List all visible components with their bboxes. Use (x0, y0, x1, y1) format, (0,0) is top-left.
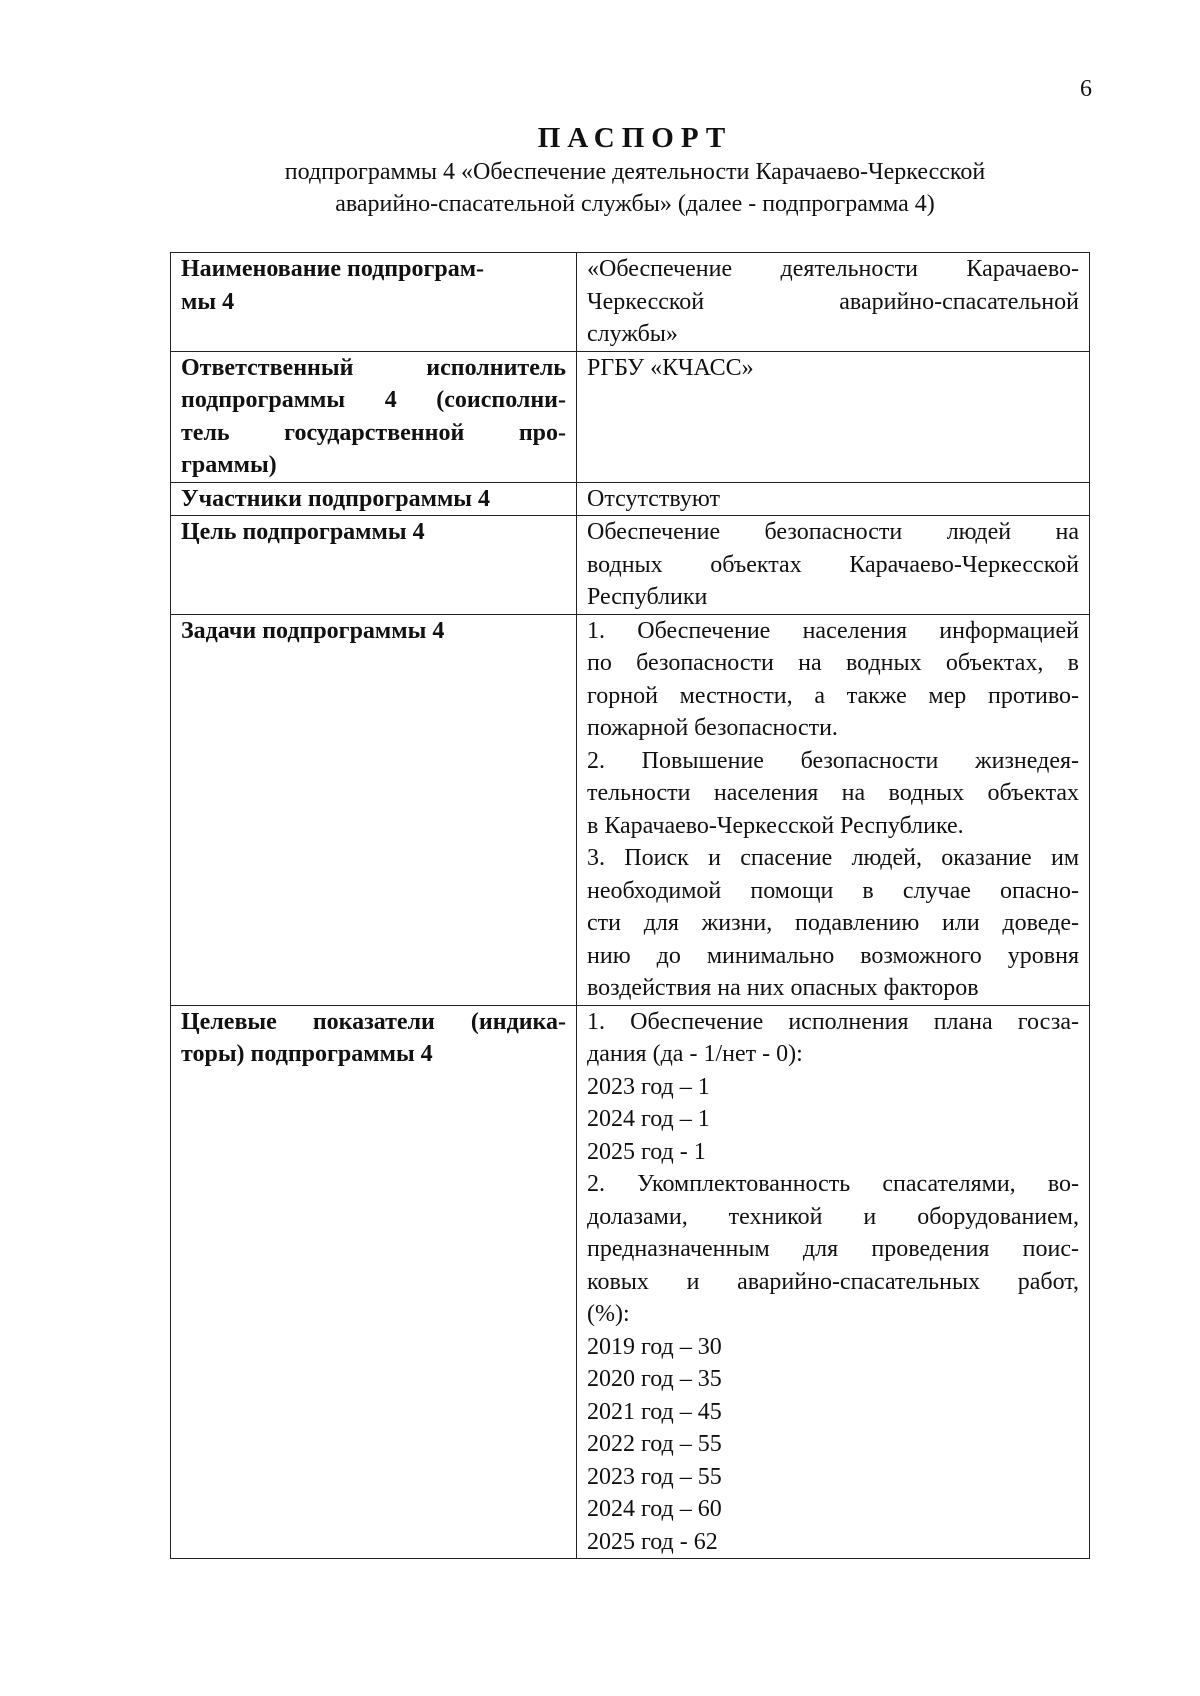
value-line: 3. Поиск и спасение людей, оказание им (587, 845, 1079, 871)
value-line: необходимой помощи в случае опасно- (587, 877, 1079, 904)
row-value-cell (577, 1005, 1090, 1559)
value-line: 1. Обеспечение населения информацией (587, 617, 1079, 644)
value-line: нию до минимально возможного уровня (587, 942, 1079, 969)
value-line: Обеспечение безопасности людей на (587, 519, 1079, 545)
value-line: водных объектах Карачаево-Черкесской (587, 551, 1079, 578)
value-line: 2022 год – 55 (587, 1431, 722, 1457)
value-line: 2019 год – 30 (587, 1333, 722, 1360)
value-line: 2. Укомплектованность спасателями, во- (587, 1171, 1079, 1197)
page-number: 6 (1080, 76, 1092, 102)
subtitle-line: аварийно-спасательной службы» (далее - подпрограмма 4) (335, 191, 935, 217)
table-row (171, 482, 1090, 516)
row-value-cell (577, 614, 1090, 1005)
row-label-cell (171, 482, 577, 516)
row-value-cell (577, 482, 1090, 516)
value-line: воздействия на них опасных факторов (587, 975, 979, 1001)
value-line: Черкесской аварийно-спасательной (587, 288, 1079, 315)
value-line: сти для жизни, подавлению или доведе- (587, 910, 1079, 936)
subtitle-line: подпрограммы 4 «Обеспечение деятельности Карачаево-Черкесской (284, 159, 986, 185)
value-line: по безопасности на водных объектах, в (587, 650, 1079, 676)
row-label-cell (171, 516, 577, 615)
value-line: 2. Повышение безопасности жизнедея- (587, 747, 1079, 774)
value-line: предназначенным для проведения поис- (587, 1236, 1079, 1262)
page-title: ПАСПОРТ (537, 122, 733, 154)
row-label-cell (171, 351, 577, 482)
value-line: 2024 год – 60 (587, 1496, 722, 1522)
passport-table (170, 252, 1090, 1559)
value-line: горной местности, а также мер противо- (587, 682, 1079, 709)
table-row (171, 351, 1090, 482)
label-line: граммы) (181, 452, 277, 478)
value-line: 2021 год – 45 (587, 1398, 722, 1425)
value-line: Отсутствуют (587, 485, 720, 512)
label-line: Цель подпрограммы 4 (181, 519, 425, 545)
label-line: Участники подпрограммы 4 (181, 485, 491, 512)
value-line: 2024 год – 1 (587, 1106, 710, 1132)
table-row (171, 253, 1090, 352)
value-line: 2023 год – 55 (587, 1463, 722, 1490)
value-line: пожарной безопасности. (587, 715, 838, 741)
value-line: 1. Обеспечение исполнения плана госза- (587, 1008, 1079, 1035)
value-line: долазами, техникой и оборудованием, (587, 1203, 1079, 1230)
label-line: Ответственный исполнитель (181, 354, 566, 381)
label-line: торы) подпрограммы 4 (181, 1041, 433, 1067)
value-line: службы» (587, 321, 678, 347)
document-header (170, 120, 1100, 220)
table-row (171, 1005, 1090, 1559)
table-row (171, 516, 1090, 615)
value-line: 2025 год - 62 (587, 1528, 718, 1555)
label-line: Задачи подпрограммы 4 (181, 617, 445, 644)
row-label-cell (171, 614, 577, 1005)
label-line: Целевые показатели (индика- (181, 1008, 566, 1035)
row-value-cell (577, 253, 1090, 352)
label-line: тель государственной про- (181, 419, 566, 446)
value-line: Республики (587, 584, 708, 610)
value-line: 2020 год – 35 (587, 1366, 722, 1392)
value-line: 2023 год – 1 (587, 1073, 710, 1100)
value-line: дания (да - 1/нет - 0): (587, 1041, 803, 1067)
value-line: в Карачаево-Черкесской Республике. (587, 812, 964, 839)
table-row (171, 614, 1090, 1005)
row-value-cell (577, 351, 1090, 482)
row-label-cell (171, 1005, 577, 1559)
value-line: тельности населения на водных объектах (587, 780, 1079, 806)
value-line: «Обеспечение деятельности Карачаево- (587, 256, 1079, 282)
row-value-cell (577, 516, 1090, 615)
label-line: подпрограммы 4 (соисполни- (181, 387, 566, 413)
value-line: ковых и аварийно-спасательных работ, (587, 1268, 1079, 1295)
value-line: РГБУ «КЧАСС» (587, 354, 754, 381)
row-label-cell (171, 253, 577, 352)
label-line: Наименование подпрограм- (181, 256, 485, 282)
value-line: (%): (587, 1301, 630, 1327)
value-line: 2025 год - 1 (587, 1138, 706, 1165)
label-line: мы 4 (181, 288, 235, 315)
